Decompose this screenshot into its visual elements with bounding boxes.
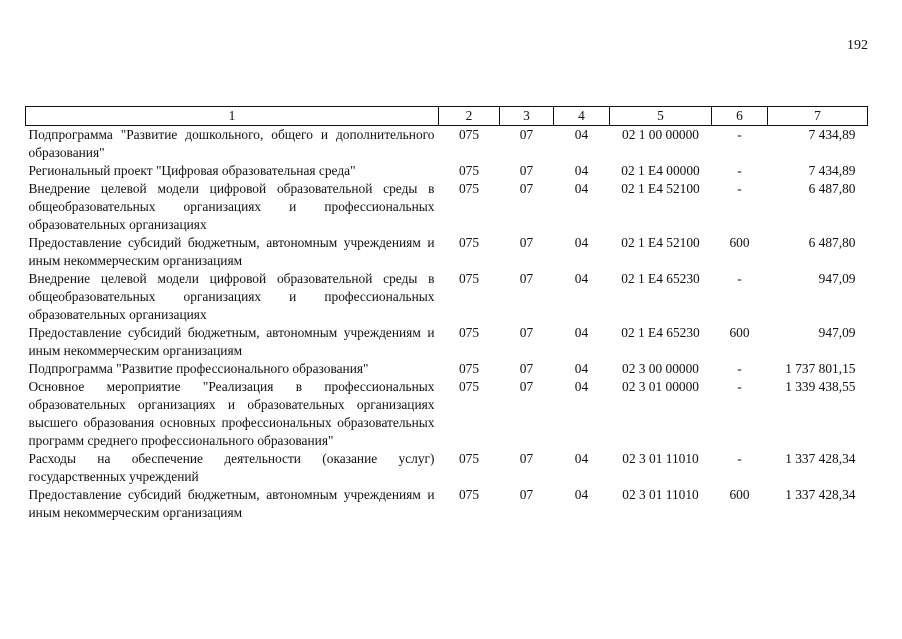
section-code-cell: 07 [519, 451, 534, 466]
section-code-cell: 07 [519, 325, 534, 340]
expense-type-cell: 600 [729, 235, 750, 250]
row-name-cell: Предоставление субсидий бюджетным, автономным учреждениям и иным некоммерческим организациям [28, 487, 435, 520]
page-number: 192 [847, 38, 868, 53]
section-code-cell: 07 [519, 181, 534, 196]
ved-code-cell: 075 [458, 379, 480, 394]
target-article-cell: 02 1 E4 65230 [621, 271, 700, 286]
amount-cell: 1 337 428,34 [785, 487, 856, 502]
subsection-code-cell: 04 [574, 163, 589, 178]
amount-cell: 1 737 801,15 [785, 361, 856, 376]
target-article-cell: 02 1 00 00000 [622, 127, 699, 142]
amount-cell: 947,09 [818, 325, 856, 340]
subsection-code-cell: 04 [574, 451, 589, 466]
row-name-cell: Предоставление субсидий бюджетным, автономным учреждениям и иным некоммерческим организациям [28, 235, 435, 268]
amount-cell: 6 487,80 [808, 181, 856, 196]
table-row [26, 360, 868, 378]
section-code-cell: 07 [519, 379, 534, 394]
ved-code-cell: 075 [458, 451, 480, 466]
target-article-cell: 02 1 E4 52100 [621, 235, 700, 250]
section-code-cell: 07 [519, 271, 534, 286]
ved-code-cell: 075 [458, 361, 480, 376]
table-row [26, 162, 868, 180]
subsection-code-cell: 04 [574, 181, 589, 196]
row-name-cell: Предоставление субсидий бюджетным, автономным учреждениям и иным некоммерческим организациям [28, 325, 435, 358]
expense-type-cell: - [737, 181, 742, 196]
budget-table [25, 106, 868, 522]
subsection-code-cell: 04 [574, 379, 589, 394]
section-code-cell: 07 [519, 127, 534, 142]
table-row [26, 450, 868, 486]
column-header-7: 7 [768, 107, 868, 126]
section-code-cell: 07 [519, 361, 534, 376]
target-article-cell: 02 1 E4 52100 [621, 181, 700, 196]
expense-type-cell: 600 [729, 325, 750, 340]
section-code-cell: 07 [519, 235, 534, 250]
target-article-cell: 02 3 01 00000 [622, 379, 699, 394]
amount-cell: 1 337 428,34 [785, 451, 856, 466]
target-article-cell: 02 1 E4 00000 [621, 163, 700, 178]
subsection-code-cell: 04 [574, 271, 589, 286]
subsection-code-cell: 04 [574, 325, 589, 340]
table-header-row [26, 107, 868, 126]
table-row [26, 180, 868, 234]
row-name-cell: Подпрограмма "Развитие дошкольного, общего и дополнительного образования" [28, 127, 435, 160]
amount-cell: 7 434,89 [808, 127, 856, 142]
column-header-3: 3 [500, 107, 554, 126]
ved-code-cell: 075 [458, 325, 480, 340]
table-body [26, 126, 868, 523]
target-article-cell: 02 1 E4 65230 [621, 325, 700, 340]
row-name-cell: Расходы на обеспечение деятельности (оказание услуг) государственных учреждений [28, 451, 435, 484]
ved-code-cell: 075 [458, 487, 480, 502]
section-code-cell: 07 [519, 163, 534, 178]
ved-code-cell: 075 [458, 235, 480, 250]
target-article-cell: 02 3 01 11010 [622, 451, 699, 466]
amount-cell: 7 434,89 [808, 163, 856, 178]
subsection-code-cell: 04 [574, 361, 589, 376]
column-header-6: 6 [712, 107, 768, 126]
expense-type-cell: - [737, 163, 742, 178]
expense-type-cell: 600 [729, 487, 750, 502]
amount-cell: 1 339 438,55 [785, 379, 856, 394]
row-name-cell: Подпрограмма "Развитие профессионального образования" [28, 361, 369, 376]
subsection-code-cell: 04 [574, 487, 589, 502]
expense-type-cell: - [737, 361, 742, 376]
subsection-code-cell: 04 [574, 127, 589, 142]
column-header-2: 2 [439, 107, 500, 126]
subsection-code-cell: 04 [574, 235, 589, 250]
expense-type-cell: - [737, 271, 742, 286]
ved-code-cell: 075 [458, 127, 480, 142]
target-article-cell: 02 3 00 00000 [622, 361, 699, 376]
column-header-5: 5 [610, 107, 712, 126]
table-row [26, 486, 868, 522]
expense-type-cell: - [737, 127, 742, 142]
amount-cell: 947,09 [818, 271, 856, 286]
ved-code-cell: 075 [458, 181, 480, 196]
column-header-4: 4 [554, 107, 610, 126]
table-row [26, 126, 868, 163]
table-row [26, 378, 868, 450]
table-row [26, 324, 868, 360]
expense-type-cell: - [737, 379, 742, 394]
row-name-cell: Региональный проект "Цифровая образовательная среда" [28, 163, 356, 178]
expense-type-cell: - [737, 451, 742, 466]
ved-code-cell: 075 [458, 271, 480, 286]
row-name-cell: Основное мероприятие "Реализация в профессиональных образовательных организациях и образовательных организациях высшего образования основных профессиональных образовательных программ среднего профессионального образования" [28, 379, 435, 448]
table-row [26, 270, 868, 324]
column-header-1: 1 [26, 107, 439, 126]
target-article-cell: 02 3 01 11010 [622, 487, 699, 502]
table-row [26, 234, 868, 270]
row-name-cell: Внедрение целевой модели цифровой образовательной среды в общеобразовательных организациях и профессиональных образовательных организациях [28, 181, 435, 232]
section-code-cell: 07 [519, 487, 534, 502]
amount-cell: 6 487,80 [808, 235, 856, 250]
row-name-cell: Внедрение целевой модели цифровой образовательной среды в общеобразовательных организациях и профессиональных образовательных организациях [28, 271, 435, 322]
ved-code-cell: 075 [458, 163, 480, 178]
